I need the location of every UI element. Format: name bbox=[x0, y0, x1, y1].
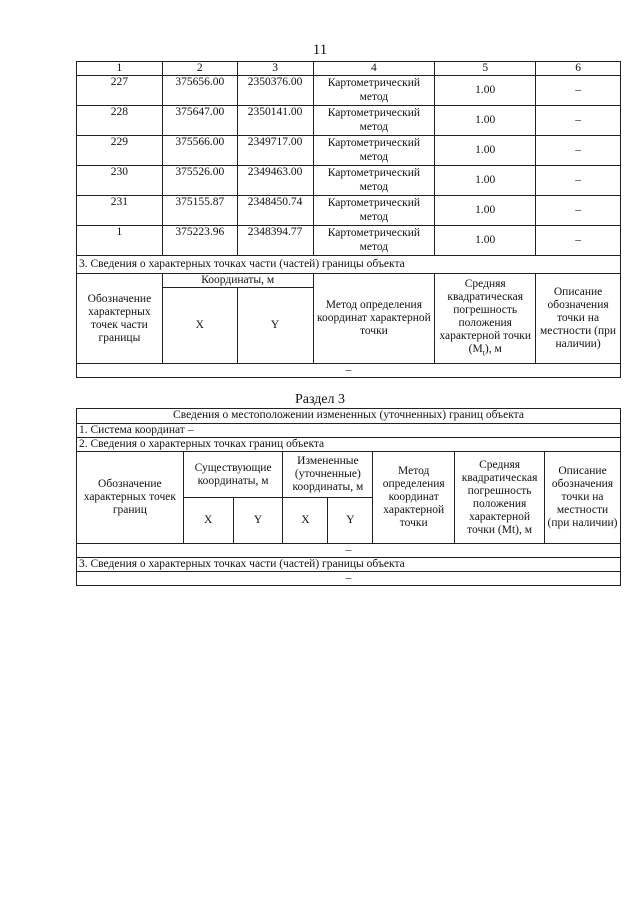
point-id: 228 bbox=[77, 106, 163, 136]
point-id: 1 bbox=[77, 226, 163, 256]
coord-x: 375647.00 bbox=[162, 106, 237, 136]
empty-dash: – bbox=[77, 544, 621, 558]
coord-x: 375223.96 bbox=[162, 226, 237, 256]
desc: – bbox=[536, 106, 621, 136]
changed-coords-header: Измененные (уточненные) координаты, м bbox=[283, 452, 373, 498]
coord-system-row bbox=[77, 424, 621, 438]
section-heading: Раздел 3 bbox=[294, 392, 346, 407]
column-number-row bbox=[77, 62, 621, 76]
existing-x-header: X bbox=[183, 498, 233, 544]
error-header-subscript: t bbox=[482, 348, 485, 358]
section-2-row bbox=[77, 438, 621, 452]
coord-y: 2350376.00 bbox=[237, 76, 313, 106]
col-number-4: 4 bbox=[313, 62, 435, 76]
coord-x: 375155.87 bbox=[162, 196, 237, 226]
changed-y-header: Y bbox=[328, 498, 373, 544]
empty-row bbox=[77, 572, 621, 586]
col-number-5: 5 bbox=[435, 62, 536, 76]
designation-header: Обозначение характерных точек границ bbox=[77, 452, 184, 544]
method: Картометрический метод bbox=[313, 76, 435, 106]
section-3-row bbox=[77, 558, 621, 572]
empty-row bbox=[77, 544, 621, 558]
table-row bbox=[77, 76, 621, 106]
method-header: Метод определения координат характерной точки bbox=[373, 452, 455, 544]
section-row bbox=[77, 256, 621, 274]
empty-dash: – bbox=[77, 572, 621, 586]
error: 1.00 bbox=[435, 106, 536, 136]
changed-boundaries-table bbox=[76, 408, 621, 586]
title-row bbox=[77, 409, 621, 424]
method: Картометрический метод bbox=[313, 136, 435, 166]
method: Картометрический метод bbox=[313, 226, 435, 256]
section-2-title: 2. Сведения о характерных точках границ объекта bbox=[77, 438, 621, 452]
error: 1.00 bbox=[435, 136, 536, 166]
desc-header: Описание обозначения точки на местности (при наличии) bbox=[545, 452, 621, 544]
method: Картометрический метод bbox=[313, 196, 435, 226]
error: 1.00 bbox=[435, 166, 536, 196]
coords-header: Координаты, м bbox=[162, 274, 313, 288]
method-header: Метод определения координат характерной точки bbox=[313, 274, 435, 364]
desc: – bbox=[536, 76, 621, 106]
desc: – bbox=[536, 226, 621, 256]
point-id: 231 bbox=[77, 196, 163, 226]
table-row bbox=[77, 136, 621, 166]
header-row bbox=[77, 452, 621, 498]
x-header: X bbox=[162, 288, 237, 364]
coord-system: 1. Система координат – bbox=[77, 424, 621, 438]
desc: – bbox=[536, 166, 621, 196]
coord-y: 2348450.74 bbox=[237, 196, 313, 226]
col-number-2: 2 bbox=[162, 62, 237, 76]
desc: – bbox=[536, 196, 621, 226]
table-row bbox=[77, 166, 621, 196]
table-title: Сведения о местоположении измененных (уточненных) границ объекта bbox=[77, 409, 621, 424]
col-number-6: 6 bbox=[536, 62, 621, 76]
y-header: Y bbox=[237, 288, 313, 364]
coord-x: 375566.00 bbox=[162, 136, 237, 166]
table-row bbox=[77, 226, 621, 256]
points-table bbox=[76, 61, 621, 378]
coord-y: 2349717.00 bbox=[237, 136, 313, 166]
coord-y: 2350141.00 bbox=[237, 106, 313, 136]
coord-x: 375656.00 bbox=[162, 76, 237, 106]
error-header: Средняя квадратическая погрешность положения характерной точки (Mt), м bbox=[455, 452, 545, 544]
existing-coords-header: Существующие координаты, м bbox=[183, 452, 283, 498]
section-3-title: 3. Сведения о характерных точках части (частей) границы объекта bbox=[77, 256, 621, 274]
page-number: 11 bbox=[312, 42, 328, 58]
coord-x: 375526.00 bbox=[162, 166, 237, 196]
error-header bbox=[435, 274, 536, 364]
empty-dash: – bbox=[77, 364, 621, 378]
coord-y: 2348394.77 bbox=[237, 226, 313, 256]
table-row bbox=[77, 196, 621, 226]
error: 1.00 bbox=[435, 76, 536, 106]
col-number-3: 3 bbox=[237, 62, 313, 76]
header-row bbox=[77, 274, 621, 288]
error-header-text: Средняя квадратическая погрешность положения характерной точки (M bbox=[439, 277, 532, 355]
point-id: 230 bbox=[77, 166, 163, 196]
method: Картометрический метод bbox=[313, 166, 435, 196]
col-number-1: 1 bbox=[77, 62, 163, 76]
desc-header: Описание обозначения точки на местности (при наличии) bbox=[536, 274, 621, 364]
point-id: 227 bbox=[77, 76, 163, 106]
designation-header: Обозначение характерных точек части границы bbox=[77, 274, 163, 364]
desc: – bbox=[536, 136, 621, 166]
changed-x-header: X bbox=[283, 498, 328, 544]
error: 1.00 bbox=[435, 226, 536, 256]
existing-y-header: Y bbox=[233, 498, 283, 544]
error-header-unit: ), м bbox=[484, 342, 502, 355]
section-3-title: 3. Сведения о характерных точках части (частей) границы объекта bbox=[77, 558, 621, 572]
method: Картометрический метод bbox=[313, 106, 435, 136]
coord-y: 2349463.00 bbox=[237, 166, 313, 196]
error: 1.00 bbox=[435, 196, 536, 226]
table-row bbox=[77, 106, 621, 136]
point-id: 229 bbox=[77, 136, 163, 166]
empty-row bbox=[77, 364, 621, 378]
